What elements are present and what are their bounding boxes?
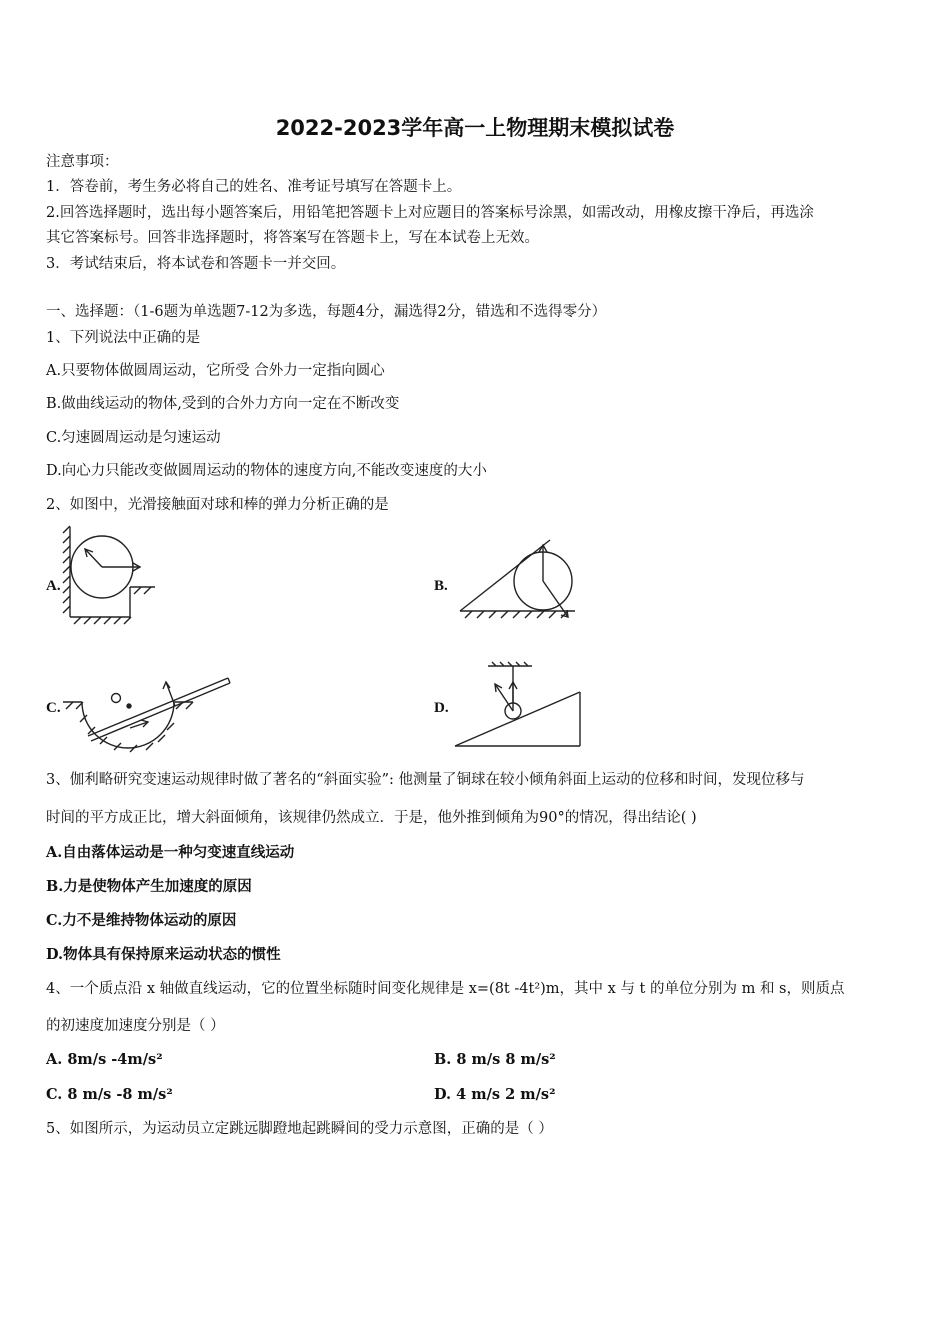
figure-d-hanging-ball-incline [450, 658, 590, 753]
figure-a-ball-corner [60, 525, 160, 625]
q5-stem: 5、如图所示，为运动员立定跳远脚蹬地起跳瞬间的受力示意图，正确的是（ ） [46, 1121, 553, 1137]
q2-stem: 2、如图中，光滑接触面对球和棒的弹力分析正确的是 [46, 497, 389, 513]
figure-c-rod-bowl [58, 670, 238, 760]
page-title: 2022-2023学年高一上物理期末模拟试卷 [275, 116, 675, 140]
q3-option-b: B.力是使物体产生加速度的原因 [46, 878, 252, 895]
q2-label-c: C. [46, 700, 61, 716]
notice-item: 其它答案标号。回答非选择题时，将答案写在答题卡上，写在本试卷上无效。 [46, 230, 539, 246]
notice-item: 2.回答选择题时，选出每小题答案后，用铅笔把答题卡上对应题目的答案标号涂黑，如需改动，用橡皮擦干净后，再选涂 [46, 205, 814, 221]
q1-option-c: C.匀速圆周运动是匀速运动 [46, 430, 221, 446]
q3-option-c: C.力不是维持物体运动的原因 [46, 912, 237, 929]
q1-option-b: B.做曲线运动的物体,受到的合外力方向一定在不断改变 [46, 396, 400, 412]
section-heading: 一、选择题：（1-6题为单选题7-12为多选，每题4分，漏选得2分，错选和不选得零分） [46, 304, 607, 320]
q3-stem-line2: 时间的平方成正比，增大斜面倾角，该规律仍然成立．于是，他外推到倾角为90°的情况，得出结论( ) [46, 810, 697, 826]
q2-label-b: B. [434, 578, 448, 594]
q3-stem-line1: 3、伽利略研究变速运动规律时做了著名的“斜面实验”: 他测量了铜球在较小倾角斜面上运动的位移和时间，发现位移与 [46, 772, 805, 788]
notice-item: 1．答卷前，考生务必将自己的姓名、准考证号填写在答题卡上。 [46, 179, 462, 195]
q1-option-d: D.向心力只能改变做圆周运动的物体的速度方向,不能改变速度的大小 [46, 463, 487, 479]
notice-item: 3．考试结束后，将本试卷和答题卡一并交回。 [46, 256, 346, 272]
q3-option-a: A.自由落体运动是一种匀变速直线运动 [46, 844, 295, 861]
figure-b-ball-incline [455, 535, 585, 625]
q4-stem-line2: 的初速度加速度分别是（ ） [46, 1018, 225, 1034]
q4-option-b: B. 8 m/s 8 m/s² [434, 1051, 556, 1068]
q1-option-a: A.只要物体做圆周运动，它所受 合外力一定指向圆心 [46, 363, 385, 379]
q4-option-d: D. 4 m/s 2 m/s² [434, 1086, 556, 1103]
q2-label-a: A. [46, 578, 61, 594]
q4-option-c: C. 8 m/s -8 m/s² [46, 1086, 173, 1103]
q4-option-a: A. 8m/s -4m/s² [46, 1051, 163, 1068]
notice-heading: 注意事项： [46, 154, 119, 170]
q4-stem-line1: 4、一个质点沿 x 轴做直线运动，它的位置坐标随时间变化规律是 x=(8t -4t²)m，其中 x 与 t 的单位分别为 m 和 s，则质点 [46, 981, 845, 997]
q3-option-d: D.物体具有保持原来运动状态的惯性 [46, 946, 281, 963]
q2-label-d: D. [434, 700, 449, 716]
q1-stem: 1、下列说法中正确的是 [46, 330, 201, 346]
